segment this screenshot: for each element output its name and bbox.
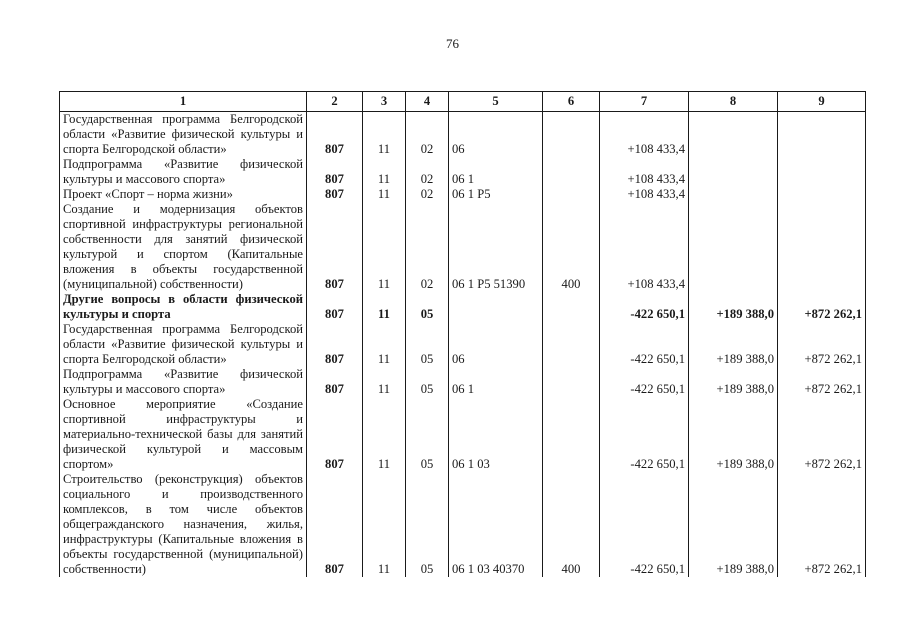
table-header-row [60,92,866,112]
row-admin-code: 807 [307,472,363,577]
row-value-7: -422 650,1 [600,397,689,472]
budget-table [59,91,866,577]
column-header-3: 3 [363,92,406,112]
table-row [60,472,866,577]
table-row [60,187,866,202]
row-value-8: +189 388,0 [689,322,778,367]
row-name: Государственная программа Белгородской области «Развитие физической культуры и спорта Белгородской области» [60,322,307,367]
row-target-article: 06 1 P5 [449,187,543,202]
row-subsection: 02 [406,112,449,158]
row-target-article: 06 1 P5 51390 [449,202,543,292]
row-admin-code: 807 [307,202,363,292]
row-value-9: +872 262,1 [778,322,866,367]
row-expense-type [543,367,600,397]
row-value-8 [689,202,778,292]
column-header-5: 5 [449,92,543,112]
row-subsection: 02 [406,187,449,202]
row-value-9: +872 262,1 [778,472,866,577]
row-value-7: -422 650,1 [600,292,689,322]
row-section: 11 [363,322,406,367]
row-name: Государственная программа Белгородской области «Развитие физической культуры и спорта Белгородской области» [60,112,307,158]
row-subsection: 05 [406,472,449,577]
column-header-7: 7 [600,92,689,112]
column-header-2: 2 [307,92,363,112]
row-expense-type [543,292,600,322]
row-expense-type [543,157,600,187]
table-row [60,292,866,322]
row-name: Другие вопросы в области физической культуры и спорта [60,292,307,322]
row-target-article: 06 1 03 [449,397,543,472]
row-section: 11 [363,397,406,472]
row-target-article: 06 1 [449,367,543,397]
table-row [60,367,866,397]
row-value-9: +872 262,1 [778,292,866,322]
page-number: 76 [446,36,459,51]
row-target-article: 06 [449,322,543,367]
table-row [60,157,866,187]
row-value-8: +189 388,0 [689,292,778,322]
row-value-9 [778,202,866,292]
row-admin-code: 807 [307,187,363,202]
row-name: Подпрограмма «Развитие физической культуры и массового спорта» [60,367,307,397]
row-section: 11 [363,292,406,322]
table-row [60,112,866,158]
row-section: 11 [363,367,406,397]
row-section: 11 [363,157,406,187]
column-header-4: 4 [406,92,449,112]
row-admin-code: 807 [307,397,363,472]
row-value-7: +108 433,4 [600,202,689,292]
row-name: Основное мероприятие «Создание спортивной инфраструктуры и материально-технической базы для занятий физической культурой и массовым спортом» [60,397,307,472]
row-value-8 [689,112,778,158]
row-value-9: +872 262,1 [778,367,866,397]
row-expense-type: 400 [543,472,600,577]
row-value-8: +189 388,0 [689,397,778,472]
row-admin-code: 807 [307,322,363,367]
row-target-article: 06 [449,112,543,158]
row-value-7: +108 433,4 [600,112,689,158]
row-section: 11 [363,202,406,292]
row-target-article: 06 1 [449,157,543,187]
row-value-7: -422 650,1 [600,472,689,577]
row-value-8: +189 388,0 [689,367,778,397]
table-row [60,397,866,472]
row-expense-type [543,397,600,472]
row-target-article: 06 1 03 40370 [449,472,543,577]
row-value-7: -422 650,1 [600,322,689,367]
column-header-1: 1 [60,92,307,112]
row-value-8 [689,157,778,187]
column-header-6: 6 [543,92,600,112]
row-target-article [449,292,543,322]
row-value-9: +872 262,1 [778,397,866,472]
row-name: Создание и модернизация объектов спортивной инфраструктуры региональной собственности для занятий физической культурой и спортом (Капитальные вложения в объекты государственной (муниципальной) собственности) [60,202,307,292]
table-row [60,202,866,292]
row-subsection: 05 [406,322,449,367]
row-value-7: +108 433,4 [600,157,689,187]
row-subsection: 02 [406,157,449,187]
row-admin-code: 807 [307,367,363,397]
row-name: Строительство (реконструкция) объектов социального и производственного комплексов, в том числе объектов общегражданского назначения, жилья, инфраструктуры (Капитальные вложения в объекты государственной (муниципальной) собственности) [60,472,307,577]
row-subsection: 05 [406,367,449,397]
table-row [60,322,866,367]
row-subsection: 02 [406,202,449,292]
row-name: Подпрограмма «Развитие физической культуры и массового спорта» [60,157,307,187]
row-admin-code: 807 [307,157,363,187]
row-expense-type [543,112,600,158]
row-name: Проект «Спорт – норма жизни» [60,187,307,202]
row-section: 11 [363,187,406,202]
row-subsection: 05 [406,397,449,472]
row-value-8 [689,187,778,202]
row-expense-type [543,187,600,202]
row-value-9 [778,187,866,202]
column-header-9: 9 [778,92,866,112]
row-expense-type: 400 [543,202,600,292]
row-subsection: 05 [406,292,449,322]
row-value-9 [778,112,866,158]
row-expense-type [543,322,600,367]
row-section: 11 [363,112,406,158]
column-header-8: 8 [689,92,778,112]
row-value-8: +189 388,0 [689,472,778,577]
row-value-7: +108 433,4 [600,187,689,202]
row-admin-code: 807 [307,112,363,158]
row-value-7: -422 650,1 [600,367,689,397]
row-section: 11 [363,472,406,577]
row-value-9 [778,157,866,187]
row-admin-code: 807 [307,292,363,322]
